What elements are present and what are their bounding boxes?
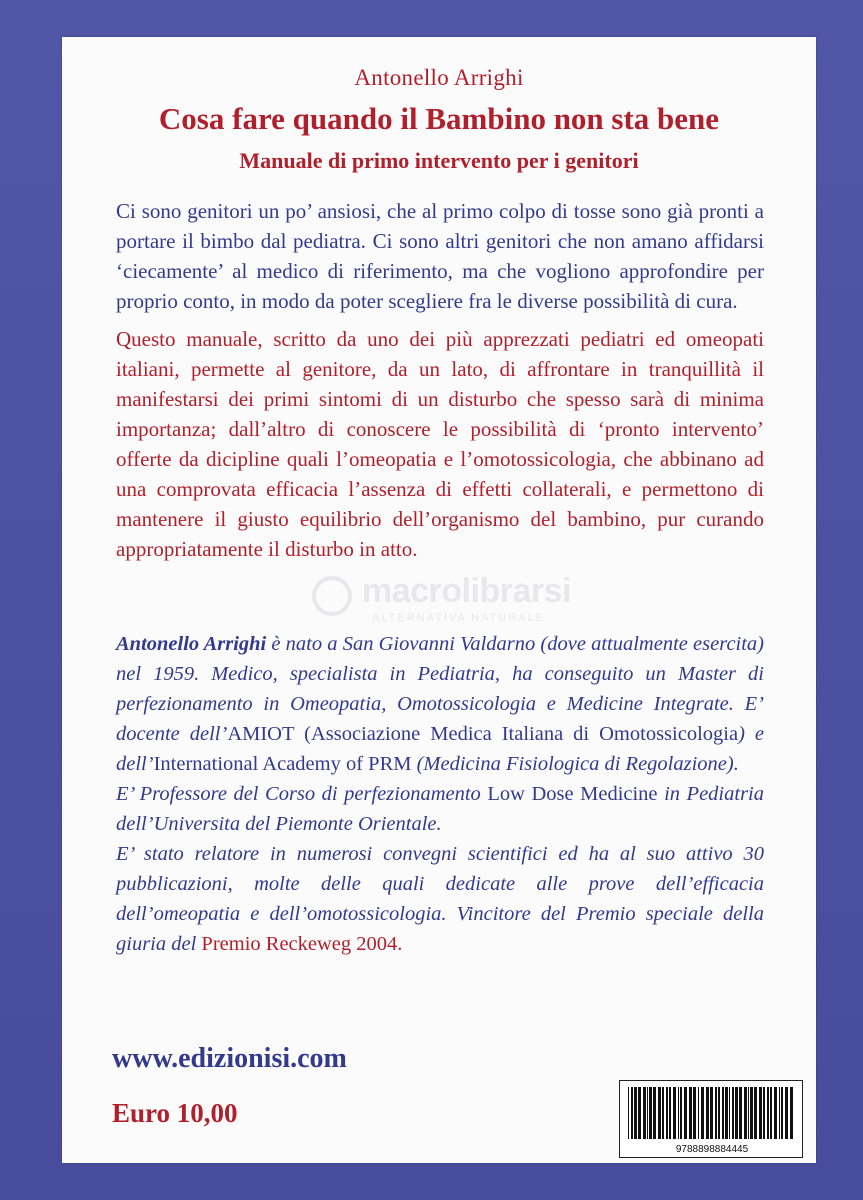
bio-author-name: Antonello Arrighi	[116, 633, 267, 655]
back-cover-page	[62, 37, 816, 1163]
watermark	[312, 570, 612, 636]
bio-prize: Premio Reckeweg 2004.	[201, 933, 403, 955]
description-paragraph: Questo manuale, scritto da uno dei più apprezzati pediatri ed omeopati italiani, permette al genitore, da un lato, di affrontare in tranquillità il manifestarsi dei primi sintomi di un disturbo che spesso sarà di minima importanza; dall’altro di conoscere le possibilità di ‘pronto intervento’ offerte da dicipline quali l’omeopatia e l’omotossicologia, che abbinano ad una comprovata efficacia l’assenza di effetti collaterali, e permettono di mantenere il giusto equilibrio dell’organismo del bambino, pur curando appropriatamente il disturbo in atto.	[116, 327, 764, 561]
publisher-website: www.edizionisi.com	[112, 1043, 347, 1074]
book-subtitle: Manuale di primo intervento per i genitori	[239, 148, 639, 173]
book-title: Cosa fare quando il Bambino non sta bene	[158, 101, 720, 136]
bio-paragraph-2: E’ Professore del Corso di perfezionamento Low Dose Medicine in Pediatria dell’Universita del Piemonte Orientale.	[116, 783, 764, 835]
bio-paragraph-1: Antonello Arrighi è nato a San Giovanni Valdarno (dove attualmente esercita) nel 1959. Medico, specialista in Pediatria, ha conseguito un Master di perfezionamento in Omeopatia, Omotossicologia e Medicine Integrate. E’ docente dell’AMIOT (Associazione Medica Italiana di Omotossicologia) e dell’International Academy of PRM (Medicina Fisiologica di Regolazione).	[116, 633, 765, 775]
watermark-tagline: ALTERNATIVA NATURALE	[372, 612, 546, 624]
isbn-barcode	[619, 1080, 803, 1158]
bio-academy: International Academy of PRM	[153, 753, 412, 775]
barcode-bars	[626, 1087, 796, 1139]
price: Euro 10,00	[112, 1098, 238, 1128]
intro-paragraph: Ci sono genitori un po’ ansiosi, che al primo colpo di tosse sono già pronti a portare il bimbo dal pediatra. Ci sono altri genitori che non amano affidarsi ‘ciecamente’ al medico di riferimento, ma che vogliono approfondire per proprio conto, in modo da poter scegliere fra le diverse possibilità di cura.	[116, 199, 764, 313]
author-biography	[116, 629, 764, 959]
bio-paragraph-3: E’ stato relatore in numerosi convegni scientifici ed ha al suo attivo 30 pubblicazioni, molte delle quali dedicate alle prove dell’efficacia dell’omeopatia e dell’omotossicologia. Vincitore del Premio speciale della giuria del Premio Reckeweg 2004.	[116, 843, 764, 955]
barcode-number: 9788898884445	[675, 1144, 749, 1155]
author-name: Antonello Arrighi	[354, 65, 524, 90]
bio-amiot: AMIOT (Associazione Medica Italiana di Omotossicologia	[227, 723, 739, 745]
watermark-brand: macrolibrarsi	[362, 572, 571, 610]
watermark-logo-icon	[312, 576, 352, 616]
bio-low-dose-medicine: Low Dose Medicine	[487, 783, 658, 805]
